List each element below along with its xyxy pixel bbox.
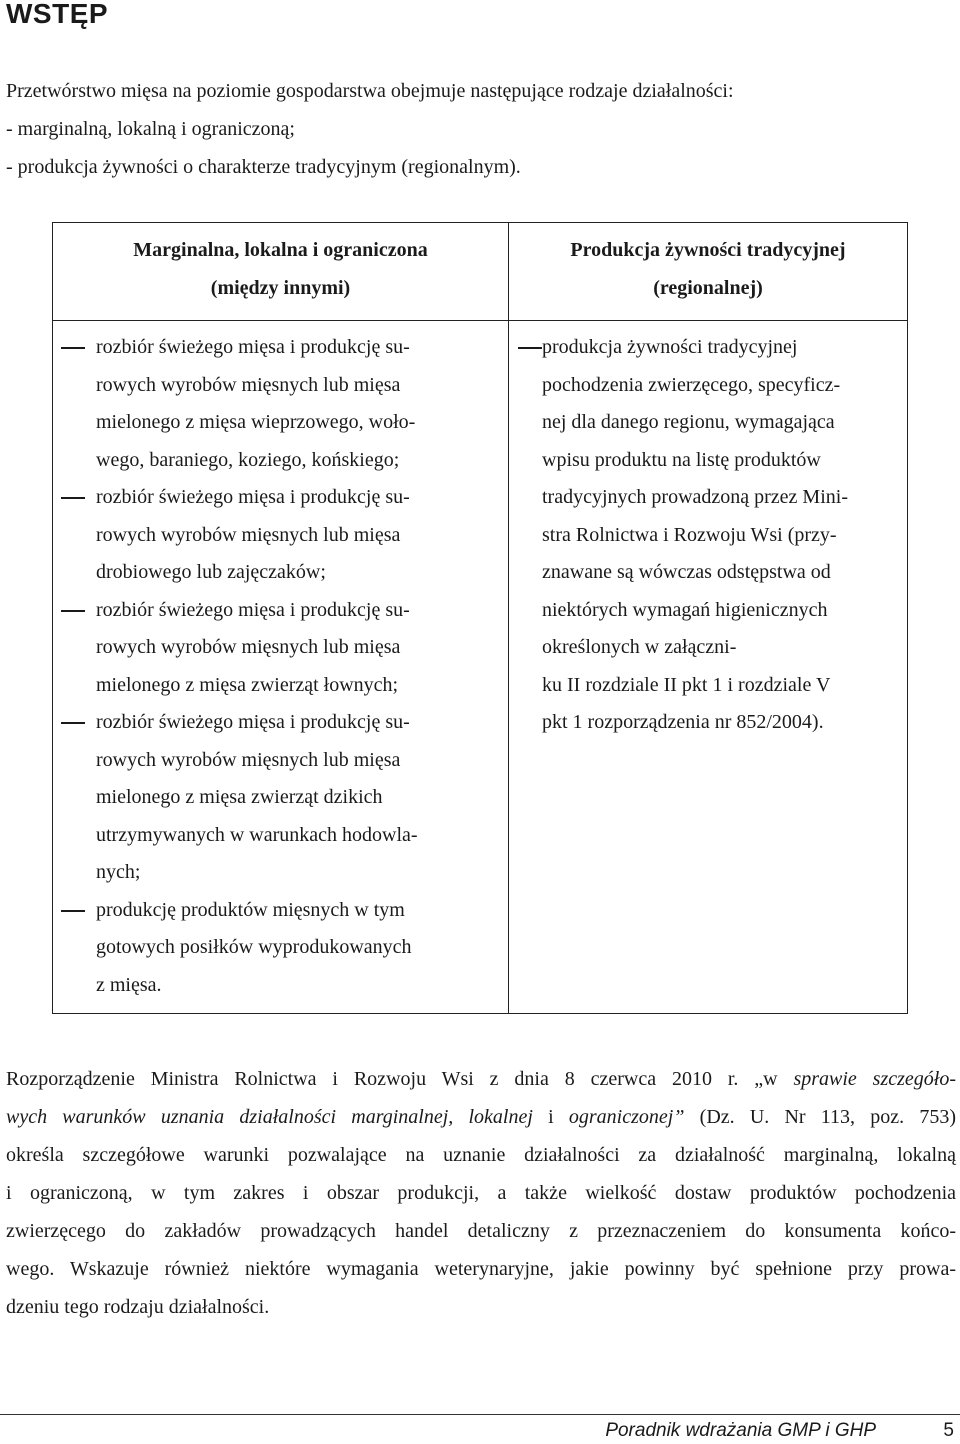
header-line: (między innymi)	[210, 277, 351, 299]
list-item-line: rozbiór świeżego mięsa i produkcję su-	[96, 336, 410, 358]
list-item-line: wego, baraniego, koziego, końskiego;	[96, 448, 400, 471]
paragraph-line: wego. Wskazuje również niektóre wymagania weterynaryjne, jakie powinny być spełnione przy prowa-	[6, 1258, 956, 1280]
list-item-line: mielonego z mięsa zwierząt łownych;	[96, 673, 399, 696]
page-number: 5	[943, 1420, 954, 1441]
table-header-traditional	[509, 231, 907, 307]
intro-paragraph	[6, 72, 734, 186]
italic-run: sprawie szczegóło-	[793, 1068, 956, 1090]
list-item-line: określonych w załączni-	[542, 636, 737, 658]
paragraph-line	[6, 1098, 956, 1136]
list-item-line: niektórych wymagań higienicznych	[542, 598, 828, 621]
header-line: (regionalnej)	[653, 277, 763, 299]
list-item-line: utrzymywanych w warunkach hodowla-	[96, 823, 418, 846]
list-item-line: nej dla danego regionu, wymagająca	[542, 411, 835, 433]
list-item-line: rozbiór świeżego mięsa i produkcję su-	[96, 711, 410, 733]
list-item-line: stra Rolnictwa i Rozwoju Wsi (przy-	[542, 523, 837, 546]
italic-run: ograniczonej”	[568, 1106, 685, 1128]
text-run: (Dz. U. Nr 113, poz. 753)	[699, 1106, 956, 1128]
table-header-divider	[53, 320, 907, 321]
table-header-marginal	[53, 231, 508, 307]
dash-bullet-icon	[61, 347, 85, 349]
list-item-line: mielonego z mięsa wieprzowego, woło-	[96, 411, 416, 433]
paragraph-line: określa szczegółowe warunki pozwalające na uznanie działalności za działalność marginalną, lokalną	[6, 1144, 956, 1166]
list-item-line: produkcja żywności tradycyjnej	[542, 336, 798, 358]
marginal-activities-list	[53, 329, 508, 1004]
paragraph-line: dzeniu tego rodzaju działalności.	[6, 1296, 270, 1318]
list-item-line: pochodzenia zwierzęcego, specyficz-	[542, 373, 841, 396]
list-item	[509, 329, 907, 742]
paragraph-line	[6, 1060, 956, 1098]
traditional-production-list	[509, 329, 907, 742]
text-run: i	[548, 1106, 554, 1128]
page-heading: WSTĘP	[6, 0, 109, 29]
header-line: Produkcja żywności tradycyjnej	[570, 239, 846, 261]
list-item-line: produkcję produktów mięsnych w tym	[96, 898, 405, 921]
dash-bullet-icon	[518, 347, 542, 349]
intro-list-item: - produkcja żywności o charakterze tradycyjnym (regionalnym).	[6, 156, 521, 178]
list-item-line: gotowych posiłków wyprodukowanych	[96, 936, 412, 958]
list-item-line: rowych wyrobów mięsnych lub mięsa	[96, 373, 401, 396]
list-item-line: z mięsa.	[96, 973, 162, 996]
dash-bullet-icon	[61, 910, 85, 912]
list-item-line: ku II rozdziale II pkt 1 i rozdziale V	[542, 673, 831, 696]
list-item-line: tradycyjnych prowadzoną przez Mini-	[542, 486, 848, 508]
italic-run: wych warunków uznania działalności marginalnej, lokalnej	[6, 1106, 533, 1128]
regulation-paragraph	[6, 1060, 956, 1326]
paragraph-line: i ograniczoną, w tym zakres i obszar produkcji, a także wielkość dostaw produktów pochodzenia	[6, 1182, 956, 1204]
text-run: Rozporządzenie Ministra Rolnictwa i Rozwoju Wsi z dnia 8 czerwca 2010 r. „w	[6, 1068, 778, 1090]
list-item	[53, 704, 508, 892]
list-item-line: znawane są wówczas odstępstwa od	[542, 561, 831, 583]
list-item-line: rowych wyrobów mięsnych lub mięsa	[96, 636, 401, 658]
list-item-line: wpisu produktu na listę produktów	[542, 448, 821, 471]
intro-line: Przetwórstwo mięsa na poziomie gospodarstwa obejmuje następujące rodzaje działalności:	[6, 80, 734, 102]
header-line: Marginalna, lokalna i ograniczona	[133, 239, 428, 261]
list-item-line: rozbiór świeżego mięsa i produkcję su-	[96, 598, 410, 621]
list-item-line: rowych wyrobów mięsnych lub mięsa	[96, 523, 401, 546]
list-item	[53, 592, 508, 705]
list-item	[53, 479, 508, 592]
dash-bullet-icon	[61, 497, 85, 499]
list-item-line: nych;	[96, 861, 141, 883]
dash-bullet-icon	[61, 610, 85, 612]
dash-bullet-icon	[61, 722, 85, 724]
footer-divider	[0, 1414, 960, 1415]
list-item-line: pkt 1 rozporządzenia nr 852/2004).	[542, 711, 824, 733]
activity-comparison-table	[52, 222, 908, 1014]
list-item-line: drobiowego lub zajęczaków;	[96, 561, 326, 583]
list-item-line: rowych wyrobów mięsnych lub mięsa	[96, 748, 401, 771]
list-item-line: rozbiór świeżego mięsa i produkcję su-	[96, 486, 410, 508]
list-item	[53, 892, 508, 1005]
intro-list-item: - marginalną, lokalną i ograniczoną;	[6, 118, 295, 140]
list-item	[53, 329, 508, 479]
footer-title: Poradnik wdrażania GMP i GHP	[605, 1420, 876, 1441]
paragraph-line: zwierzęcego do zakładów prowadzących handel detaliczny z przeznaczeniem do konsumenta końco-	[6, 1220, 956, 1242]
list-item-line: mielonego z mięsa zwierząt dzikich	[96, 786, 383, 808]
